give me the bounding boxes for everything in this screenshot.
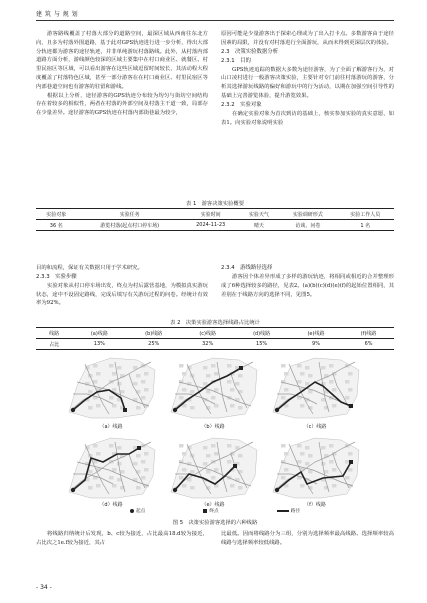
building-block: [345, 396, 350, 400]
building-block: [345, 476, 350, 480]
building-block: [141, 380, 146, 384]
end-marker: [233, 464, 237, 468]
building-block: [214, 452, 219, 456]
building-block: [112, 372, 117, 376]
building-block: [281, 444, 286, 448]
building-block: [203, 462, 208, 466]
start-marker: [275, 488, 279, 492]
table-cell: 32%: [202, 341, 214, 348]
subsection-heading: 2.3.1 目的: [221, 57, 251, 64]
building-block: [308, 470, 313, 474]
table-cell: 晴天: [253, 222, 264, 229]
building-block: [305, 366, 310, 370]
building-block: [227, 444, 232, 448]
table2-caption: 表 2 决策实验游客选择线路占比统计: [170, 320, 260, 326]
table-cell: 占比: [49, 341, 60, 348]
building-block: [297, 460, 302, 464]
table-header: 实验调研形式: [279, 209, 336, 220]
building-block: [109, 476, 114, 480]
building-block: [227, 460, 232, 464]
map-caption-e: （e）线路: [201, 502, 225, 508]
table-cell: (d)线路: [234, 328, 289, 339]
building-block: [214, 468, 219, 472]
route-map-svg: [165, 432, 261, 502]
building-block: [300, 484, 305, 488]
route-map-a: [63, 352, 159, 422]
table-cell: 游览村落(起点村口停车场): [100, 222, 160, 229]
building-block: [179, 476, 184, 480]
building-block: [109, 444, 114, 448]
building-block: [238, 454, 243, 458]
building-block: [227, 380, 232, 384]
building-block: [235, 382, 240, 386]
building-block: [179, 396, 184, 400]
building-block: [144, 468, 149, 472]
building-block: [141, 476, 146, 480]
paragraph: 游客因个体差异形成了多样的游玩轨迹，将相同或相近的合并整理形成了6种选择较多的路径，见表2。(a)(b)(c)(d)(e)(f)的起始位置相同，其差别在于线路方向的选择不同，见图5。: [221, 274, 394, 298]
paragraph: 目的和流程，保证有关数据只用于学术研究。: [36, 265, 143, 271]
building-block: [345, 460, 350, 464]
subsection-heading: 2.3.4 游线路径选择: [221, 265, 273, 271]
legend-start: 起点: [130, 508, 145, 514]
building-block: [120, 470, 125, 474]
paragraph: 原因可能是少量游客出于探索心理或为了出入打卡点。多数游客由于途径因素的局限，并没有对村落进行全面游玩，从而未得到更深层次的体验。: [221, 31, 394, 46]
building-block: [112, 468, 117, 472]
end-marker: [349, 404, 353, 408]
building-block: [112, 388, 117, 392]
building-block: [329, 460, 334, 464]
bottom-right-column: [221, 530, 394, 548]
building-block: [214, 404, 219, 408]
route-map-c: [267, 352, 363, 422]
route-map-b: [165, 352, 261, 422]
building-block: [190, 390, 195, 394]
building-block: [348, 388, 353, 392]
table1: [36, 208, 394, 231]
route-map-e: [165, 432, 261, 502]
building-block: [109, 396, 114, 400]
top-right-column: [221, 30, 394, 127]
building-block: [300, 404, 305, 408]
building-block: [348, 372, 353, 376]
building-block: [281, 364, 286, 368]
table-cell: 1 名: [360, 222, 371, 229]
table-cell: (a)线路: [72, 328, 126, 339]
table-cell: (b)线路: [126, 328, 181, 339]
building-block: [88, 390, 93, 394]
building-block: [305, 382, 310, 386]
paragraph: 将线路归纳统计后发现，b、c较为接近，占比最高18.d较为接近，占比次之1e.f较为接近，其占: [36, 531, 208, 546]
building-block: [120, 390, 125, 394]
building-block: [182, 452, 187, 456]
building-block: [182, 484, 187, 488]
figure5-maps: [63, 352, 363, 516]
building-block: [96, 372, 101, 376]
building-block: [305, 446, 310, 450]
table-header: 实验任务: [77, 209, 183, 220]
table-header: 实验工作人员: [337, 209, 394, 220]
building-block: [329, 444, 334, 448]
building-block: [332, 388, 337, 392]
building-block: [230, 388, 235, 392]
building-block: [179, 364, 184, 368]
table-cell: 访谈、问卷: [295, 222, 321, 229]
building-block: [112, 484, 117, 488]
header-rule: [36, 20, 394, 21]
legend-end: 终点: [203, 508, 218, 514]
building-block: [211, 476, 216, 480]
building-block: [300, 372, 305, 376]
route-map-d: [63, 432, 159, 502]
building-block: [117, 462, 122, 466]
building-block: [230, 484, 235, 488]
building-block: [141, 396, 146, 400]
figure5-caption: 图 5 决策实验游客选择的六种线路: [172, 520, 258, 526]
paragraph: 游客路线覆盖了村落大部分的道路空间，最深区域从西南往东北方向，且多为村落外围道路，基于此对GPS轨迹进行进一步分析，得出大部分轨迹都为游客的途径轨迹，并非单纯游玩村落路线。此外，从村落内部道路方面分析，游线颜色较深的区域主要集中在村口商业区、就餐区、村里民宿区等区域，可以看出游客在这些区域逗留时间较长，其活动程大程度覆盖了村落特色区域，甚至一部分游客在在村口商业区、村里民宿区等内部巷道空间也有游客的驻留和游线。: [36, 31, 208, 90]
table-header: 实验天气: [239, 209, 280, 220]
map-caption-d: （d）线路: [99, 502, 123, 508]
building-block: [297, 380, 302, 384]
map-caption-c: （c）线路: [303, 424, 327, 430]
building-block: [238, 406, 243, 410]
building-block: [214, 388, 219, 392]
table2: [36, 327, 394, 350]
building-block: [345, 380, 350, 384]
table-row: [36, 339, 394, 350]
table-row: [36, 328, 394, 339]
building-block: [348, 468, 353, 472]
building-block: [88, 470, 93, 474]
building-block: [96, 404, 101, 408]
legend-path: 路径: [277, 508, 300, 514]
building-block: [281, 476, 286, 480]
building-block: [206, 470, 211, 474]
building-block: [93, 444, 98, 448]
bottom-left-column: [36, 530, 208, 548]
paragraph: 在确定实验对象为首次到访的基础上，核实参加实验的真实意愿，如表1。向实验对象说明实验: [221, 110, 394, 126]
building-block: [203, 382, 208, 386]
building-block: [141, 460, 146, 464]
building-block: [190, 470, 195, 474]
page-number: - 34 -: [36, 584, 52, 591]
building-block: [93, 380, 98, 384]
building-block: [297, 364, 302, 368]
paragraph: 根据以上分析，途径游客的GPS轨迹分布较为均匀与街坊空间结构存在着较多的相似性，两者在村落的外部空间及村落主干道一致，局部存在少量差异。途径游客的GPS轨迹在村落内部街巷最为较少，: [36, 92, 208, 117]
section-heading: 2.3 决策实验数据分析: [221, 48, 279, 55]
building-block: [206, 390, 211, 394]
table-header: 实验时间: [183, 209, 239, 220]
building-block: [238, 374, 243, 378]
building-block: [300, 452, 305, 456]
table-cell: 13%: [93, 341, 105, 348]
building-block: [284, 452, 289, 456]
start-marker: [173, 488, 177, 492]
building-block: [284, 468, 289, 472]
route-map-svg: [63, 432, 159, 502]
start-marker: [275, 408, 279, 412]
building-block: [206, 374, 211, 378]
table-cell: 36 名: [49, 222, 63, 229]
building-block: [332, 468, 337, 472]
building-block: [182, 372, 187, 376]
start-marker: [71, 488, 75, 492]
building-block: [297, 444, 302, 448]
building-block: [211, 444, 216, 448]
subsection-heading: 2.3.3 实验步骤: [36, 273, 77, 280]
building-block: [348, 452, 353, 456]
building-block: [227, 364, 232, 368]
table-cell: (f)线路: [343, 328, 394, 339]
building-block: [281, 396, 286, 400]
building-block: [117, 382, 122, 386]
route-map-svg: [267, 432, 363, 502]
building-block: [308, 390, 313, 394]
end-marker: [349, 460, 353, 464]
table-cell: 2024-11-23: [196, 222, 226, 228]
map-caption-f: （f）线路: [304, 502, 326, 508]
building-block: [88, 486, 93, 490]
mid-right-column: [221, 264, 394, 299]
map-caption-a: （a）线路: [99, 424, 123, 430]
building-block: [133, 462, 138, 466]
building-block: [96, 484, 101, 488]
building-block: [332, 404, 337, 408]
building-block: [321, 366, 326, 370]
building-block: [284, 372, 289, 376]
building-block: [182, 388, 187, 392]
building-block: [93, 364, 98, 368]
building-block: [136, 486, 141, 490]
table-row: [36, 220, 394, 231]
route-map-f: [267, 432, 363, 502]
building-block: [117, 446, 122, 450]
building-block: [136, 454, 141, 458]
building-block: [144, 372, 149, 376]
figure5-legend: [130, 508, 300, 514]
building-block: [321, 462, 326, 466]
building-block: [238, 486, 243, 490]
building-block: [109, 364, 114, 368]
building-block: [206, 454, 211, 458]
building-block: [329, 380, 334, 384]
building-block: [308, 374, 313, 378]
start-marker-icon: [130, 509, 134, 513]
table1-caption: 表 1 游客决策实验概要: [185, 201, 245, 207]
route-map-svg: [63, 352, 159, 422]
end-marker: [137, 446, 141, 450]
table-cell: (e)线路: [289, 328, 343, 339]
building-block: [88, 406, 93, 410]
building-block: [96, 452, 101, 456]
building-block: [230, 404, 235, 408]
table-cell: 线路: [36, 328, 72, 339]
table-cell: 25%: [148, 341, 160, 348]
end-marker: [239, 366, 243, 370]
building-block: [144, 388, 149, 392]
building-block: [179, 444, 184, 448]
building-block: [308, 454, 313, 458]
table-cell: 6%: [364, 341, 373, 348]
paragraph: 实验对象从村口停车场出发，终点为村后露营基地，为模拟真实游玩状态，途中不设固定路线，完成后填写有关游玩过程的问卷。经统计有效率为92%。: [36, 282, 208, 307]
building-block: [324, 470, 329, 474]
building-block: [117, 366, 122, 370]
table-cell: (c)线路: [181, 328, 234, 339]
table-cell: 9%: [312, 341, 320, 348]
paragraph: 比最低。因而将线路分为三组，分别为选择频率最高线路、选择频率较高线路与选择频率较低线路。: [221, 531, 394, 546]
start-marker: [173, 408, 177, 412]
start-marker: [71, 408, 75, 412]
subsection-heading: 2.3.2 实验对象: [221, 101, 262, 108]
table-cell: 15%: [256, 341, 268, 348]
path-line-icon: [277, 510, 289, 512]
end-marker-icon: [203, 509, 207, 513]
building-block: [329, 364, 334, 368]
map-caption-b: （b）线路: [201, 424, 225, 430]
end-marker: [123, 408, 127, 412]
building-block: [182, 468, 187, 472]
building-block: [190, 486, 195, 490]
building-block: [136, 406, 141, 410]
building-block: [203, 446, 208, 450]
building-block: [305, 462, 310, 466]
route-map-svg: [165, 352, 261, 422]
building-block: [211, 364, 216, 368]
paragraph: GPS轨迹追踪的数据大多数为途径游客，为了全面了解游客行为，对山口凌村进行一般游客决策实验，主要针对专门前往村落游玩的游客，分析其选择游玩线路的偏好和游玩中的行为活动，以期在加强空间引导性的基础上完善游览体验，提升游览效果。: [221, 66, 394, 99]
mid-left-column: [36, 264, 208, 308]
building-block: [284, 388, 289, 392]
building-block: [321, 446, 326, 450]
building-block: [332, 484, 337, 488]
building-block: [190, 406, 195, 410]
running-header: 建 筑 与 规 划: [36, 11, 79, 18]
route-map-svg: [267, 352, 363, 422]
table-header: 实验对象: [36, 209, 77, 220]
top-left-column: [36, 30, 208, 118]
building-block: [133, 382, 138, 386]
building-block: [203, 366, 208, 370]
building-block: [144, 452, 149, 456]
building-block: [211, 396, 216, 400]
building-block: [214, 372, 219, 376]
building-block: [136, 374, 141, 378]
building-block: [112, 404, 117, 408]
